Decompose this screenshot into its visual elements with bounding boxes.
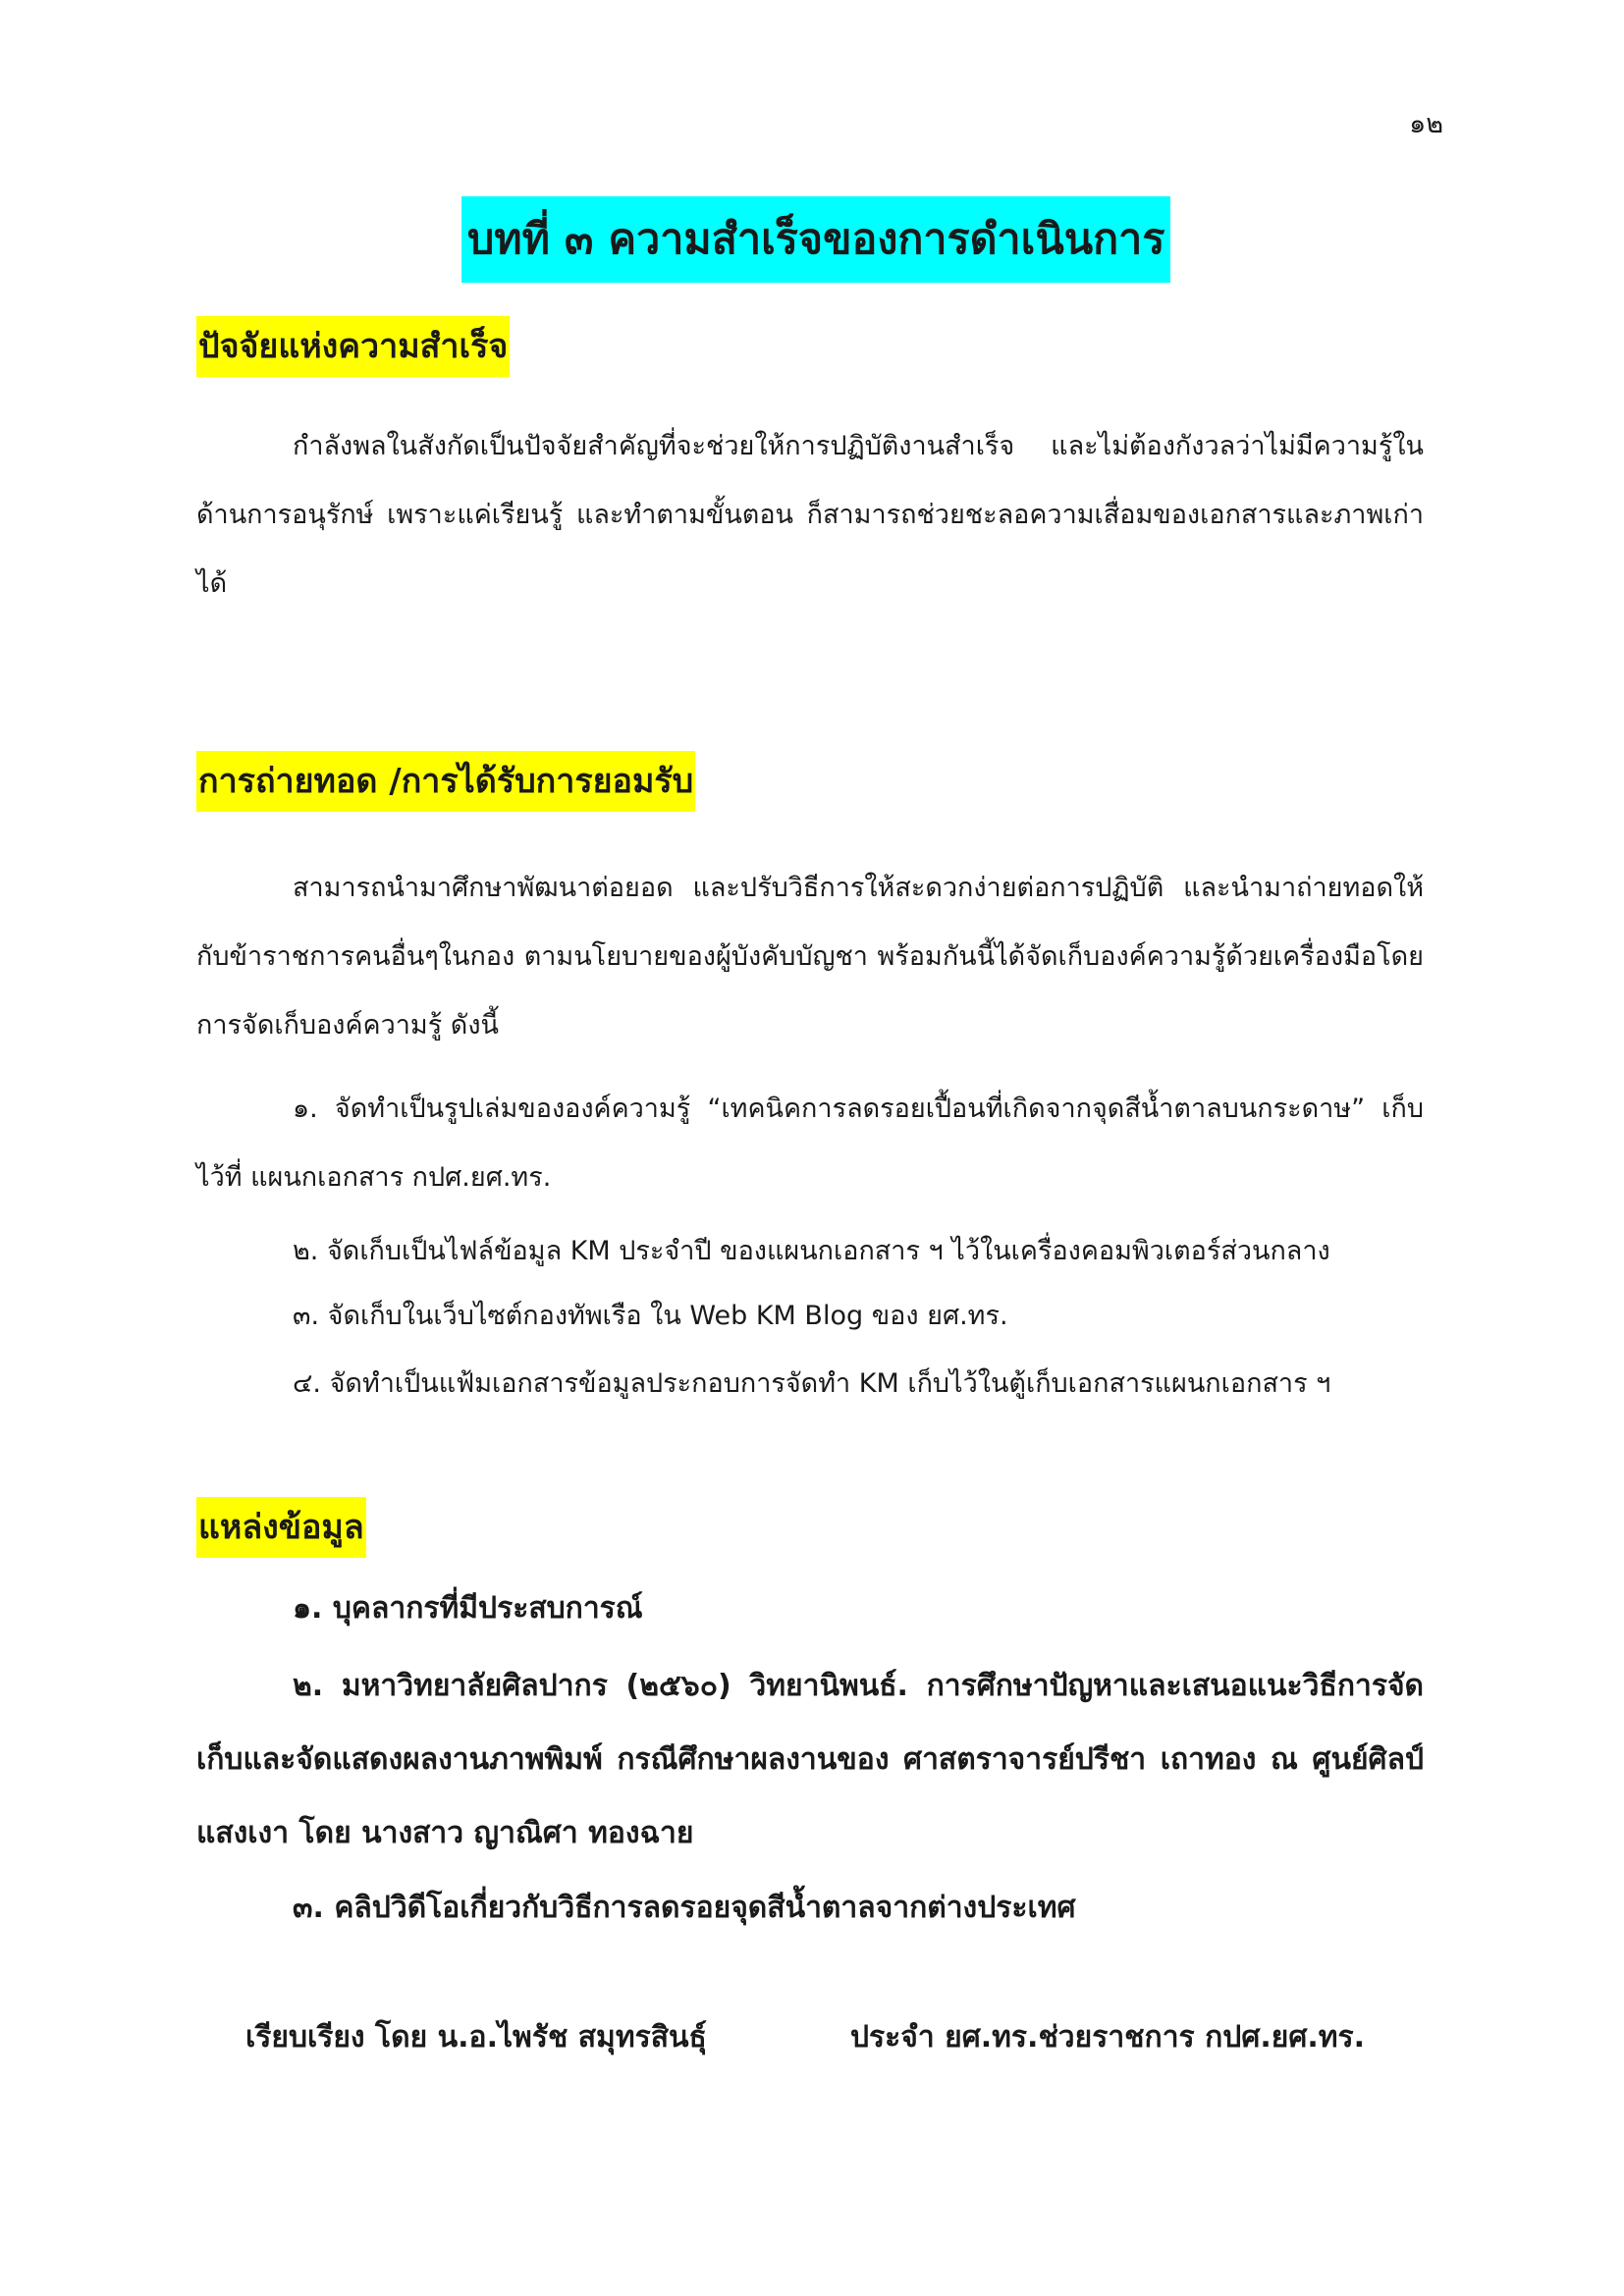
transfer-item-4: ๔. จัดทำเป็นแฟ้มเอกสารข้อมูลประกอบการจัดทำ KM เก็บไว้ในตู้เก็บเอกสารแผนกเอกสาร ฯ — [293, 1368, 1331, 1399]
page-number: ๑๒ — [1409, 109, 1443, 139]
author-position: ประจำ ยศ.ทร.ช่วยราชการ กปศ.ยศ.ทร. — [850, 2020, 1366, 2055]
transfer-item-1 — [196, 1075, 1424, 1212]
success-factors-text: กำลังพลในสังกัดเป็นปัจจัยสำคัญที่จะช่วยให้การปฏิบัติงานสำเร็จ และไม่ต้องกังวลว่าไม่มีความรู้ในด้านการอนุรักษ์ เพราะแค่เรียนรู้ และทำตามขั้นตอน ก็สามารถช่วยชะลอความเสื่อมของเอกสารและภาพเก่าได้ — [196, 431, 1424, 599]
knowledge-transfer-paragraph — [196, 854, 1424, 1060]
source-item-3: ๓. คลิปวิดีโอเกี่ยวกับวิธีการลดรอยจุดสีน้ำตาลจากต่างประเทศ — [293, 1891, 1076, 1925]
section-heading-knowledge-transfer: การถ่ายทอด /การได้รับการยอมรับ — [196, 751, 695, 812]
section-heading-sources: แหล่งข้อมูล — [196, 1497, 366, 1558]
section-heading-success-factors: ปัจจัยแห่งความสำเร็จ — [196, 316, 510, 377]
transfer-item-2: ๒. จัดเก็บเป็นไฟล์ข้อมูล KM ประจำปี ของแผนกเอกสาร ฯ ไว้ในเครื่องคอมพิวเตอร์ส่วนกลาง — [293, 1236, 1330, 1266]
transfer-item-1-text: ๑. จัดทำเป็นรูปเล่มขององค์ความรู้ “เทคนิคการลดรอยเปื้อนที่เกิดจากจุดสีน้ำตาลบนกระดาษ” เก็บไว้ที่ แผนกเอกสาร กปศ.ยศ.ทร. — [196, 1094, 1424, 1193]
success-factors-paragraph — [196, 412, 1424, 618]
knowledge-transfer-text: สามารถนำมาศึกษาพัฒนาต่อยอด และปรับวิธีการให้สะดวกง่ายต่อการปฏิบัติ และนำมาถ่ายทอดให้กับข้าราชการคนอื่นๆในกอง ตามนโยบายของผู้บังคับบัญชา พร้อมกันนี้ได้จัดเก็บองค์ความรู้ด้วยเครื่องมือโดยการจัดเก็บองค์ความรู้ ดังนี้ — [196, 873, 1424, 1041]
source-item-2 — [196, 1649, 1424, 1870]
source-item-1: ๑. บุคลากรที่มีประสบการณ์ — [293, 1591, 643, 1626]
source-item-2-text: ๒. มหาวิทยาลัยศิลปากร (๒๕๖๐) วิทยานิพนธ์. การศึกษาปัญหาและเสนอแนะวิธีการจัดเก็บและจัดแสดงผลงานภาพพิมพ์ กรณีศึกษาผลงานของ ศาสตราจารย์ปรีชา เถาทอง ณ ศูนย์ศิลป์แสงเงา โดย นางสาว ญาณิศา ทองฉาย — [196, 1669, 1424, 1850]
prepared-by: เรียบเรียง โดย น.อ.ไพรัช สมุทรสินธุ์ — [245, 2020, 707, 2055]
chapter-title: บทที่ ๓ ความสำเร็จของการดำเนินการ — [461, 196, 1170, 283]
transfer-item-3: ๓. จัดเก็บในเว็บไซต์กองทัพเรือ ใน Web KM Blog ของ ยศ.ทร. — [293, 1301, 1008, 1331]
